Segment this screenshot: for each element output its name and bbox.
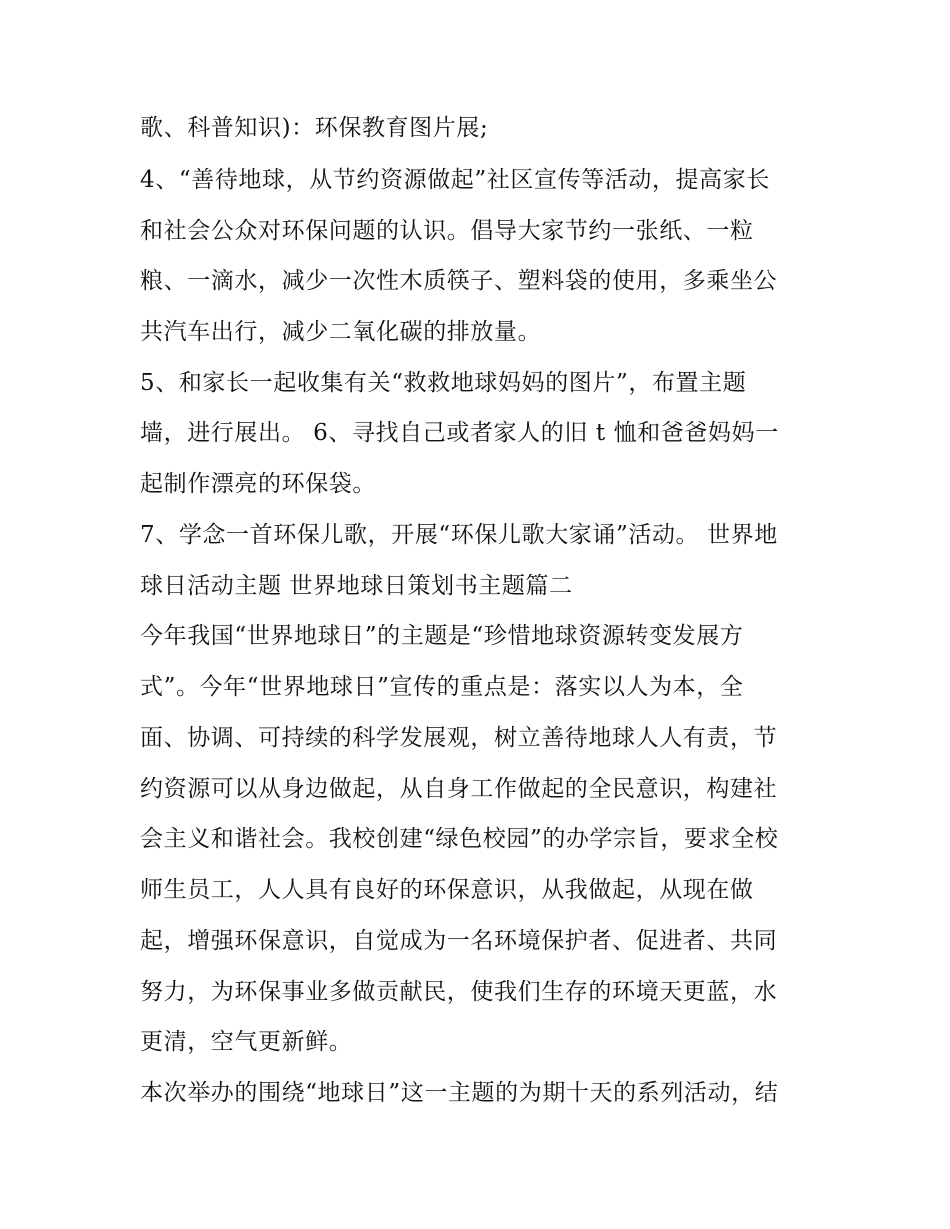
text-line: 本次举办的围绕“地球日”这一主题的为期十天的系列活动，结 (140, 1080, 779, 1106)
text-line: 约资源可以从身边做起，从自身工作做起的全民意识，构建社 (140, 776, 778, 802)
text-line: 起，增强环保意识，自觉成为一名环境保护者、促进者、共同 (140, 928, 778, 954)
text-line: 球日活动主题 世界地球日策划书主题篇二 (140, 573, 573, 599)
text-line: 会主义和谐社会。我校创建“绿色校园”的办学宗旨，要求全校 (140, 826, 779, 852)
text-line: 和社会公众对环保问题的认识。倡导大家节约一张纸、一粒 (140, 218, 754, 244)
text-line: 师生员工，人人具有良好的环保意识，从我做起，从现在做 (140, 877, 754, 903)
text-line: 7、学念一首环保儿歌，开展“环保儿歌大家诵”活动。 世界地 (140, 522, 778, 548)
text-line: 粮、一滴水，减少一次性木质筷子、塑料袋的使用，多乘坐公 (140, 268, 778, 294)
text-line: 墙，进行展出。 6、寻找自己或者家人的旧 t 恤和爸爸妈妈一 (140, 420, 779, 446)
text-line: 5、和家长一起收集有关“救救地球妈妈的图片”，布置主题 (140, 370, 747, 396)
text-line: 努力，为环保事业多做贡献民，使我们生存的环境天更蓝，水 (140, 979, 778, 1005)
text-line: 4、“善待地球，从节约资源做起”社区宣传等活动，提高家长 (140, 167, 770, 193)
text-line: 起制作漂亮的环保袋。 (140, 471, 376, 497)
text-line: 更清，空气更新鲜。 (140, 1029, 353, 1055)
text-line: 歌、科普知识)：环保教育图片展; (140, 115, 489, 141)
text-line: 今年我国“世界地球日”的主题是“珍惜地球资源转变发展方 (140, 623, 744, 649)
text-line: 式”。今年“世界地球日”宣传的重点是：落实以人为本，全 (140, 674, 744, 700)
text-line: 面、协调、可持续的科学发展观，树立善待地球人人有责，节 (140, 725, 778, 751)
text-line: 共汽车出行，减少二氧化碳的排放量。 (140, 319, 542, 345)
